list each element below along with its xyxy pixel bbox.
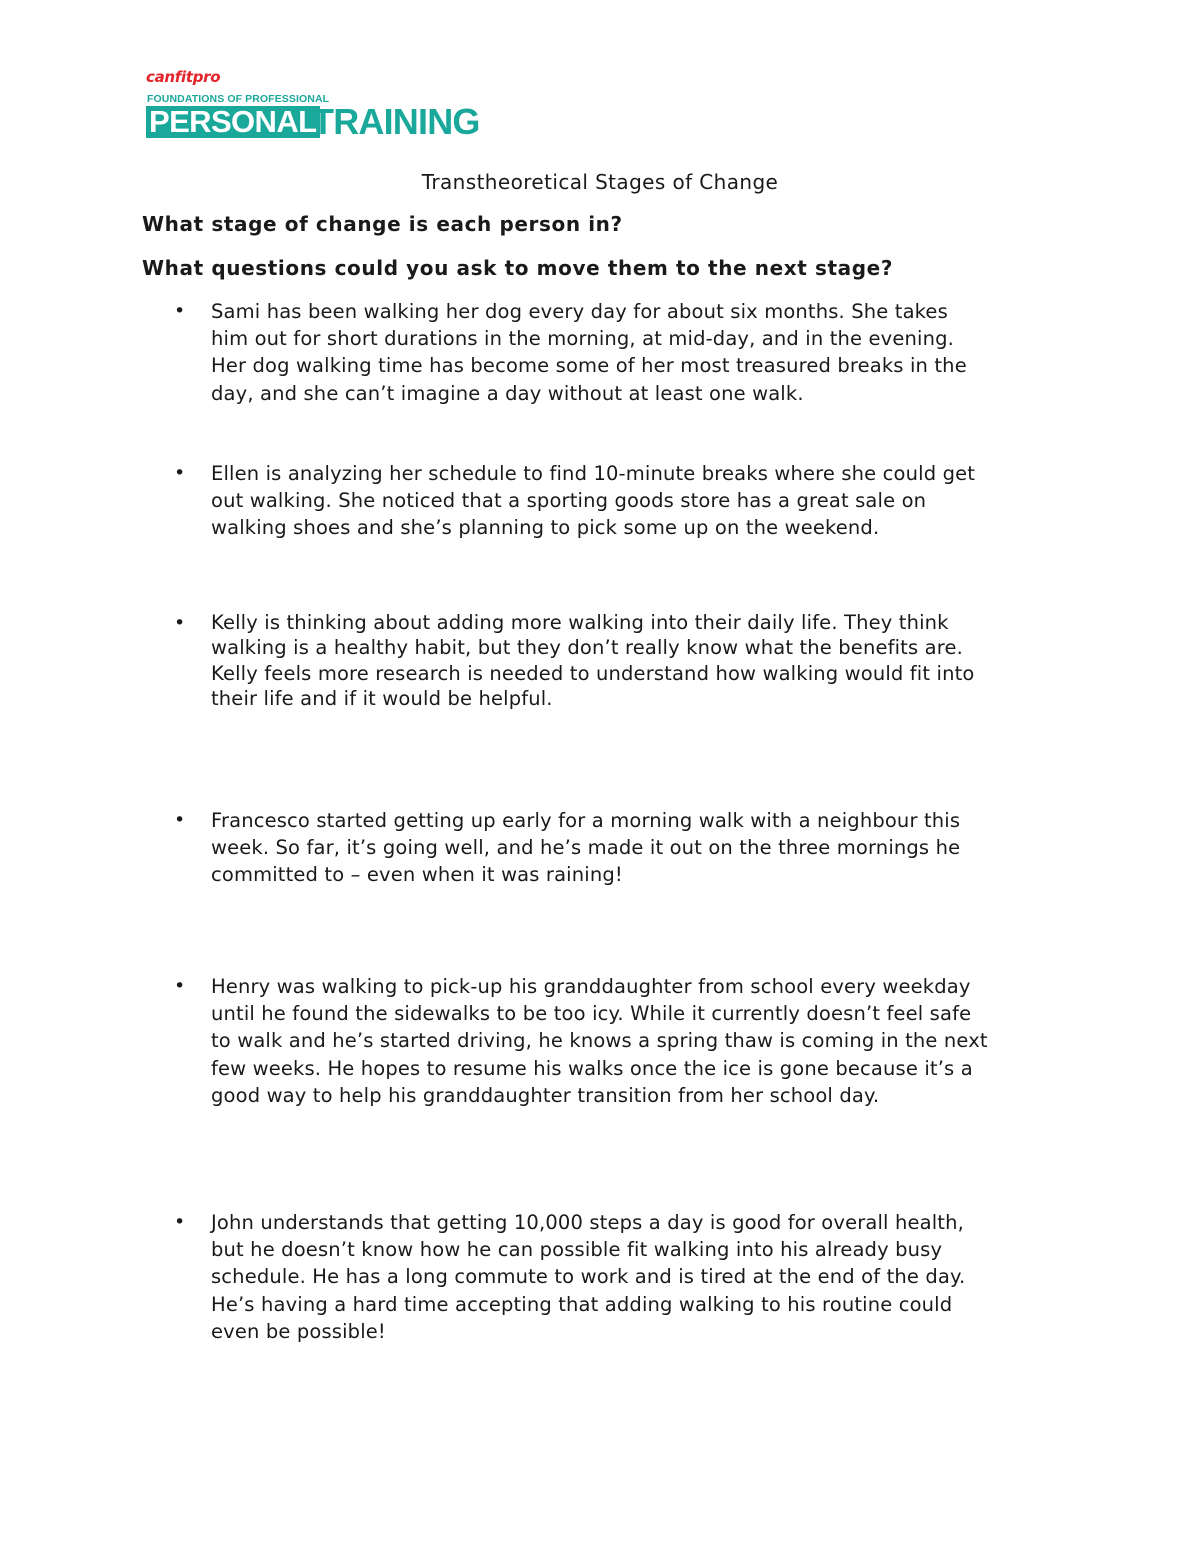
bullet-icon: • — [174, 1211, 186, 1233]
scenario-text: Francesco started getting up early for a morning walk with a neighbour this week. So far, it’s going well, and he’s made it out on the three mornings he committed to – even when it was raining! — [211, 809, 961, 887]
logo-word-personal: PERSONAL — [146, 106, 320, 138]
canfitpro-logo — [146, 68, 506, 144]
scenario-text: Ellen is analyzing her schedule to find 10-minute breaks where she could get out walking. She noticed that a sporting goods store has a great sale on walking shoes and she’s planning to pick some up on the weekend. — [211, 462, 976, 540]
document-title: Transtheoretical Stages of Change — [421, 170, 779, 194]
question-stage: What stage of change is each person in? — [142, 212, 623, 236]
bullet-icon: • — [174, 612, 186, 634]
logo-brand-text: canfitpro — [146, 68, 221, 86]
bullet-icon: • — [174, 462, 186, 484]
scenario-text: John understands that getting 10,000 steps a day is good for overall health, but he doesn’t know how he can possible fit walking into his already busy schedule. He has a long commute to work and is tired at the end of the day. He’s having a hard time accepting that adding walking to his routine could even be possible! — [211, 1211, 966, 1343]
logo-word-training: TRAINING — [312, 101, 480, 142]
scenario-text: Henry was walking to pick-up his granddaughter from school every weekday until he found the sidewalks to be too icy. While it currently doesn’t feel safe to walk and he’s started driving, he knows a spring thaw is coming in the next few weeks. He hopes to resume his walks once the ice is gone because it’s a good way to help his granddaughter transition from her school day. — [211, 975, 988, 1107]
scenario-text: Sami has been walking her dog every day for about six months. She takes him out for short durations in the morning, at mid-day, and in the evening. Her dog walking time has become some of her most treasured breaks in the day, and she can’t imagine a day without at least one walk. — [211, 300, 967, 405]
bullet-icon: • — [174, 300, 186, 322]
bullet-icon: • — [174, 975, 186, 997]
logo-subtitle: FOUNDATIONS OF PROFESSIONAL — [147, 93, 330, 105]
question-next-stage: What questions could you ask to move them to the next stage? — [142, 256, 894, 280]
bullet-icon: • — [174, 809, 186, 831]
scenario-text: Kelly is thinking about adding more walking into their daily life. They think walking is a healthy habit, but they don’t really know what the benefits are. Kelly feels more research is needed to understand how walking would fit into their life and if it would be helpful. — [211, 611, 975, 711]
